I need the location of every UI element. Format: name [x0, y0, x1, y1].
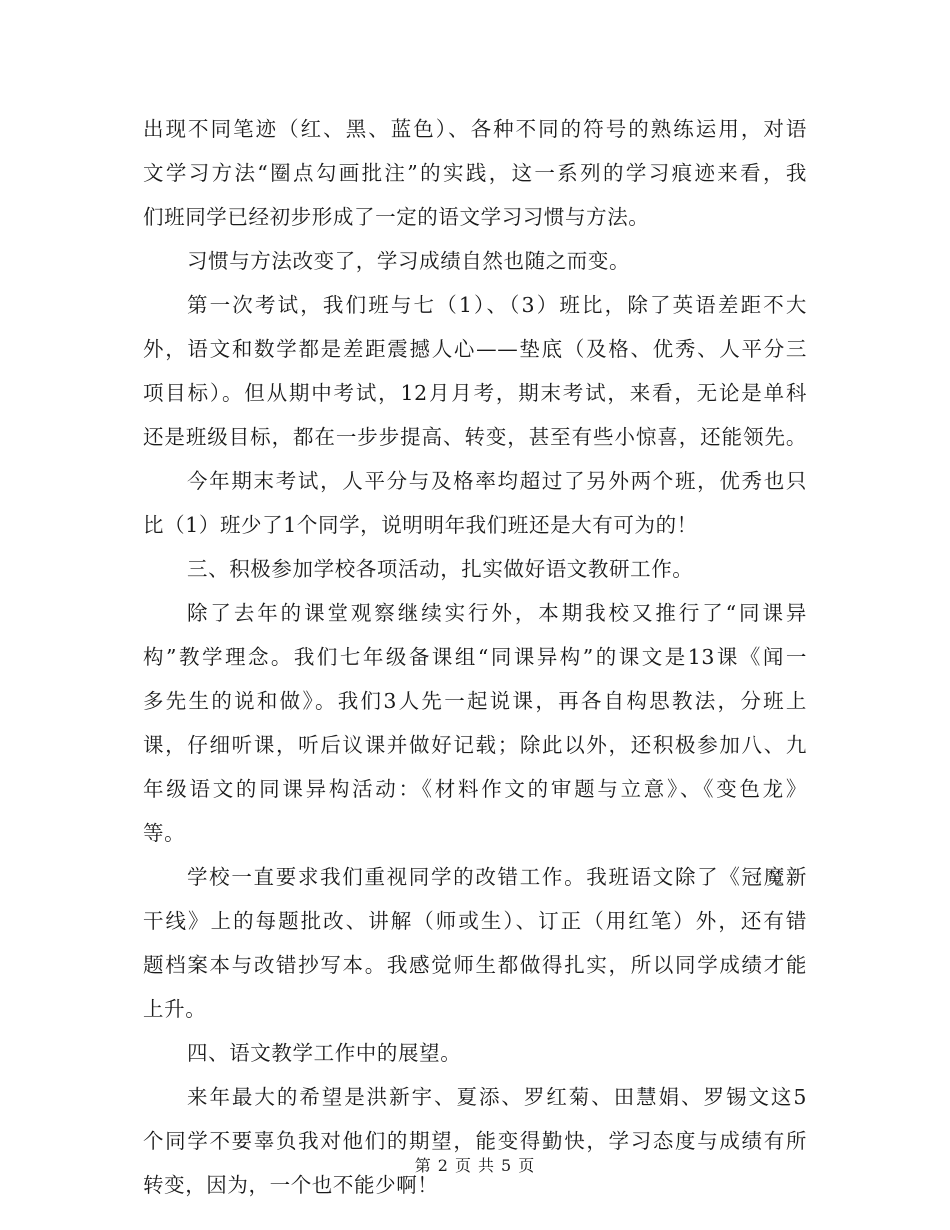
text-line: 文学习方法“圈点勾画批注”的实践，这一系列的学习痕迹来看，我 [143, 161, 807, 185]
page-label-mid: 页 共 [454, 1156, 496, 1175]
section-heading: 三、积极参加学校各项活动，扎实做好语文教研工作。 [187, 557, 694, 581]
text-line: 多先生的说和做》。我们3人先一起说课，再各自构思教法，分班上 [143, 689, 807, 713]
paragraph-first-line: 学校一直要求我们重视同学的改错工作。我班语文除了《冠魔新 [187, 865, 807, 889]
total-page-count: 5 [501, 1156, 513, 1175]
text-line: 个同学不要辜负我对他们的期望，能变得勤快，学习态度与成绩有所 [143, 1129, 807, 1153]
text-line: 们班同学已经初步形成了一定的语文学习习惯与方法。 [143, 205, 650, 229]
text-line: 项目标）。但从期中考试，12月月考，期末考试，来看，无论是单科 [143, 381, 807, 405]
text-line: 比（1）班少了1个同学，说明明年我们班还是大有可为的！ [143, 513, 698, 537]
paragraph-first-line: 除了去年的课堂观察继续实行外，本期我校又推行了“同课异 [187, 601, 807, 625]
paragraph-first-line: 今年期末考试，人平分与及格率均超过了另外两个班，优秀也只 [187, 469, 807, 493]
current-page-number: 2 [437, 1156, 449, 1175]
text-line: 出现不同笔迹（红、黑、蓝色）、各种不同的符号的熟练运用，对语 [143, 117, 807, 141]
paragraph-first-line: 第一次考试，我们班与七（1）、（3）班比，除了英语差距不大 [187, 293, 807, 317]
text-line: 上升。 [143, 997, 207, 1021]
text-line: 转变，因为，一个也不能少啊！ [143, 1173, 439, 1197]
text-line: 等。 [143, 821, 186, 845]
text-line: 还是班级目标，都在一步步提高、转变，甚至有些小惊喜，还能领先。 [143, 425, 807, 449]
text-line: 年级语文的同课异构活动：《材料作文的审题与立意》、《变色龙》 [143, 777, 807, 801]
paragraph-first-line: 习惯与方法改变了，学习成绩自然也随之而变。 [187, 249, 631, 273]
page-label-suffix: 页 [518, 1156, 536, 1175]
text-line: 题档案本与改错抄写本。我感觉师生都做得扎实，所以同学成绩才能 [143, 953, 807, 977]
text-line: 干线》上的每题批改、讲解（师或生）、订正（用红笔）外，还有错 [143, 909, 807, 933]
document-body [143, 107, 807, 1207]
text-line: 课，仔细听课，听后议课并做好记载；除此以外，还积极参加八、九 [143, 733, 807, 757]
page-label-prefix: 第 [414, 1156, 432, 1175]
section-heading: 四、语文教学工作中的展望。 [187, 1041, 462, 1065]
page-footer [0, 1153, 950, 1176]
text-line: 构”教学理念。我们七年级备课组“同课异构”的课文是13课《闻一 [143, 645, 807, 669]
paragraph-first-line: 来年最大的希望是洪新宇、夏添、罗红菊、田慧娟、罗锡文这5 [187, 1085, 807, 1109]
text-line: 外，语文和数学都是差距震撼人心——垫底（及格、优秀、人平分三 [143, 337, 807, 361]
